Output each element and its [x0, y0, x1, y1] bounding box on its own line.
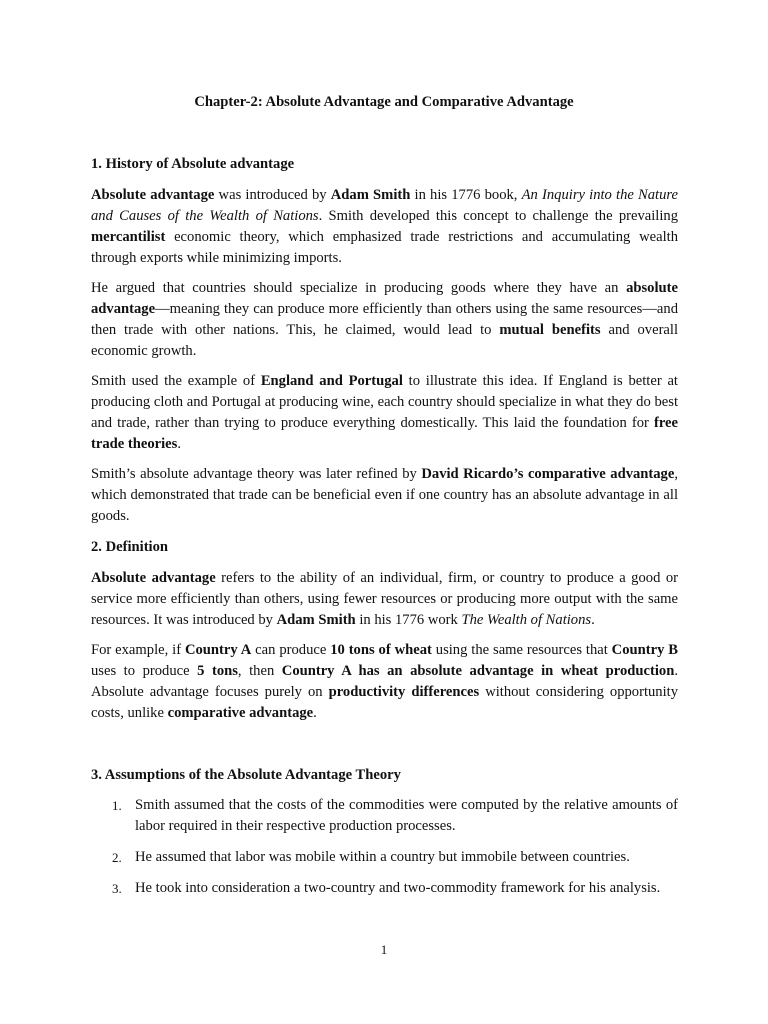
text-run: . — [313, 705, 317, 721]
text-run: . — [177, 436, 181, 452]
list-item-text: He assumed that labor was mobile within a country but immobile between countries. — [135, 849, 630, 865]
bold-text: David Ricardo’s comparative advantage — [421, 466, 675, 482]
bold-text: productivity differences — [328, 684, 480, 700]
page-number: 1 — [380, 942, 388, 957]
section-heading-assumptions: 3. Assumptions of the Absolute Advantage Theory — [91, 767, 401, 783]
list-item-text: Smith assumed that the costs of the commodities were computed by the relative amounts of labor required in their respective production processes. — [135, 797, 678, 834]
bold-text: absolute advantage — [91, 280, 678, 317]
paragraph-definition — [91, 568, 678, 631]
chapter-title: Chapter-2: Absolute Advantage and Comparative Advantage — [194, 94, 574, 110]
paragraph-history-intro — [91, 185, 678, 269]
paragraph-definition-example — [91, 640, 678, 724]
text-run: to illustrate this idea. If England is better at producing cloth and Portugal at producing wine, each country should specialize in what they do best and trade, rather than trying to produce everything domestically. This laid the foundation for — [91, 373, 678, 431]
italic-text: The Wealth of Nations — [461, 612, 592, 628]
paragraph-history-ricardo — [91, 464, 678, 527]
text-run: Smith’s absolute advantage theory was later refined by — [91, 466, 422, 482]
bold-text: 5 tons — [197, 663, 238, 679]
section-heading-history: 1. History of Absolute advantage — [91, 156, 295, 172]
list-item — [91, 847, 678, 868]
text-run: economic theory, which emphasized trade restrictions and accumulating wealth through exports while minimizing imports. — [91, 229, 678, 266]
list-item-text: He took into consideration a two-country and two-commodity framework for his analysis. — [135, 880, 661, 896]
bold-text: 10 tons of wheat — [330, 642, 432, 658]
text-run: , then — [237, 663, 282, 679]
text-run: . Smith developed this concept to challenge the prevailing — [318, 208, 678, 224]
list-number: 1. — [112, 798, 122, 813]
bold-text: Adam Smith — [330, 187, 411, 203]
text-run: was introduced by — [214, 187, 331, 203]
bold-text: Country A has an absolute advantage in wheat production — [281, 663, 675, 679]
bold-text: Country B — [611, 642, 678, 658]
text-run: , which demonstrated that trade can be beneficial even if one country has an absolute advantage in all goods. — [91, 466, 678, 524]
text-run: Smith used the example of — [91, 373, 261, 389]
text-run: and overall economic growth. — [91, 322, 679, 359]
text-run: uses to produce — [91, 663, 198, 679]
paragraph-history-example — [91, 371, 678, 455]
bold-text: Absolute advantage — [91, 187, 215, 203]
text-run: can produce — [251, 642, 331, 658]
bold-text: Absolute advantage — [91, 570, 216, 586]
italic-text: An Inquiry into the Nature and Causes of the Wealth of Nations — [91, 187, 679, 224]
bold-text: mercantilist — [91, 229, 166, 245]
paragraph-history-specialize — [91, 278, 678, 362]
bold-text: Country A — [184, 642, 252, 658]
text-run: For example, if — [91, 642, 185, 658]
text-run: . — [591, 612, 595, 628]
text-run: in his 1776 book, — [410, 187, 522, 203]
bold-text: Adam Smith — [276, 612, 356, 628]
section-heading-definition: 2. Definition — [91, 539, 169, 555]
list-item — [91, 878, 678, 899]
list-number: 2. — [112, 850, 122, 865]
text-run: without considering opportunity costs, unlike — [91, 684, 679, 721]
list-item — [91, 795, 678, 837]
bold-text: comparative advantage — [167, 705, 314, 721]
bold-text: mutual benefits — [499, 322, 601, 338]
text-run: in his 1776 work — [355, 612, 462, 628]
list-number: 3. — [112, 881, 122, 896]
text-run: . Absolute advantage focuses purely on — [91, 663, 678, 700]
bold-text: free trade theories — [91, 415, 678, 452]
text-run: using the same resources that — [431, 642, 612, 658]
text-run: He argued that countries should specialize in producing goods where they have an — [91, 280, 627, 296]
text-run: —meaning they can produce more efficiently than others using the same resources—and then trade with other nations. This, he claimed, would lead to — [91, 301, 678, 338]
bold-text: England and Portugal — [260, 373, 403, 389]
text-run: refers to the ability of an individual, firm, or country to produce a good or service more efficiently than others, using fewer resources or producing more output with the same resources. It was introduced by — [91, 570, 679, 628]
